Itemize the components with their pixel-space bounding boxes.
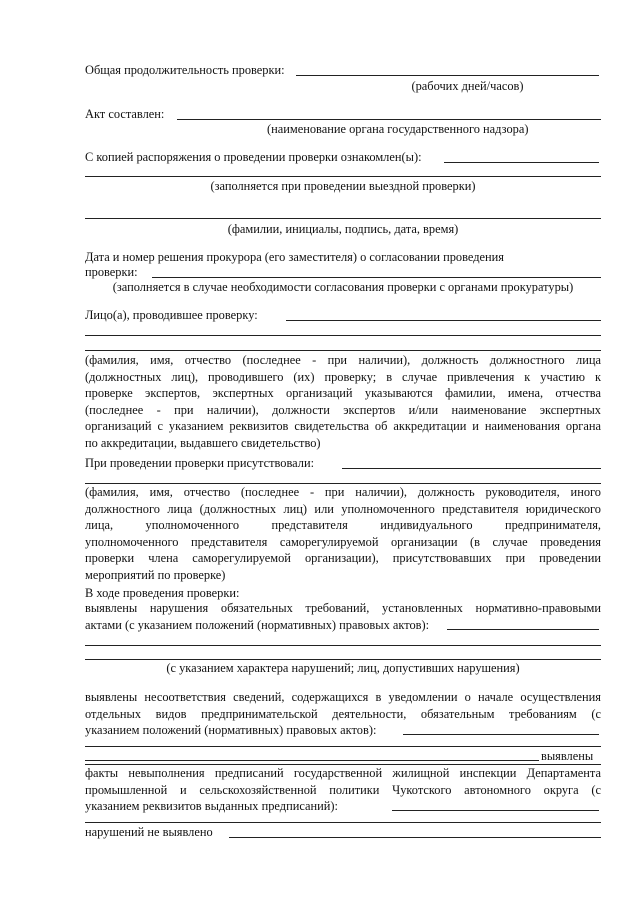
mismatch-field-2[interactable] [85, 746, 601, 747]
noncompliance-field-2[interactable] [85, 822, 601, 823]
prosecutor-field[interactable] [152, 277, 601, 278]
inspector-field[interactable] [286, 320, 601, 321]
present-description [85, 484, 601, 583]
duration-hint: (рабочих дней/часов) [411, 79, 524, 93]
violations-field-2[interactable] [85, 645, 601, 646]
mismatch-line: отдельных видов предпринимательской деятельности, обязательным требованиям (с [85, 706, 601, 721]
none-found-field[interactable] [229, 837, 601, 838]
compiled-field[interactable] [177, 119, 601, 120]
inspector-desc-line: (должностных лиц), проводившего (их) проверку; в случае привлечения к участию к [85, 369, 601, 384]
violations-field[interactable] [447, 629, 599, 630]
detected-word: выявлены [541, 749, 594, 763]
signatures-hint: (фамилии, инициалы, подпись, дата, время) [227, 222, 459, 236]
duration-label: Общая продолжительность проверки: [85, 63, 285, 77]
order-copy-hint: (заполняется при проведении выездной проверки) [210, 179, 476, 193]
present-desc-line: проверки члена саморегулируемой организации), присутствовавших при проведении [85, 551, 601, 565]
prosecutor-label-2: проверки: [85, 265, 138, 279]
duration-field[interactable] [296, 75, 599, 76]
compiled-hint: (наименование органа государственного надзора) [267, 122, 529, 136]
inspector-desc-line: по аккредитации, выдавшего свидетельство) [85, 435, 321, 450]
inspector-desc-line: организаций с указанием реквизитов свидетельства об аккредитации и наименования органа [85, 419, 601, 433]
noncompliance-line: промышленной и сельскохозяйственной политики Чукотского автономного округа (с [85, 782, 601, 797]
mismatch-line: указанием положений (нормативных) правовых актов): [85, 723, 377, 737]
present-label: При проведении проверки присутствовали: [85, 456, 315, 470]
present-desc-line: должностного лица (должностных лиц) или уполномоченного представителя юридического [85, 501, 601, 516]
order-copy-field-2[interactable] [85, 176, 601, 177]
order-copy-label: С копией распоряжения о проведении проверки ознакомлен(ы): [85, 150, 422, 164]
signatures-field[interactable] [85, 218, 601, 219]
inspector-field-3[interactable] [85, 350, 601, 351]
inspector-desc-line: (фамилия, имя, отчество (последнее - при наличии), должность должностного лица [85, 353, 601, 367]
present-field[interactable] [342, 468, 601, 469]
present-desc-line: лица, уполномоченного представителя индивидуального предпринимателя, [85, 518, 601, 532]
mismatch-line: выявлены несоответствия сведений, содержащихся в уведомлении о начале осуществления [85, 690, 601, 704]
noncompliance-line: факты невыполнения предписаний государственной жилищной инспекции Департамента [85, 766, 601, 780]
inspector-desc-line: проверке экспертов, экспертных организаций указываются фамилии, имена, отчества [85, 386, 601, 400]
mismatch-text [85, 689, 601, 739]
present-desc-line: (фамилия, имя, отчество (последнее - при наличии), должность руководителя, иного [85, 485, 601, 499]
violations-field-3[interactable] [85, 659, 601, 660]
violations-line: выявлены нарушения обязательных требований, установленных нормативно-правовыми [85, 601, 601, 615]
mismatch-field[interactable] [403, 734, 599, 735]
prosecutor-label: Дата и номер решения прокурора (его заместителя) о согласовании проведения [85, 250, 504, 264]
noncompliance-text [85, 765, 601, 815]
inspector-label: Лицо(а), проводившее проверку: [85, 308, 258, 322]
order-copy-field[interactable] [444, 162, 599, 163]
present-desc-line: уполномоченного представителя саморегулируемой организации (в случае проведения [85, 534, 601, 549]
noncompliance-field[interactable] [392, 810, 599, 811]
inspector-description [85, 352, 601, 451]
findings-heading: В ходе проведения проверки: [85, 586, 240, 600]
inspector-desc-line: (последнее - при наличии), должности экспертов и/или наименование экспертных [85, 402, 601, 417]
prosecutor-hint: (заполняется в случае необходимости согласования проверки с органами прокуратуры) [112, 280, 574, 294]
noncompliance-line: указанием реквизитов выданных предписаний): [85, 799, 338, 813]
violations-hint: (с указанием характера нарушений; лиц, допустивших нарушения) [166, 661, 520, 675]
compiled-label: Акт составлен: [85, 107, 165, 121]
inspector-field-2[interactable] [85, 335, 601, 336]
none-found-label: нарушений не выявлено [85, 825, 213, 839]
violations-line: актами (с указанием положений (нормативных) правовых актов): [85, 617, 430, 632]
present-desc-line: мероприятий по проверке) [85, 567, 226, 582]
mismatch-field-3[interactable] [85, 760, 539, 761]
